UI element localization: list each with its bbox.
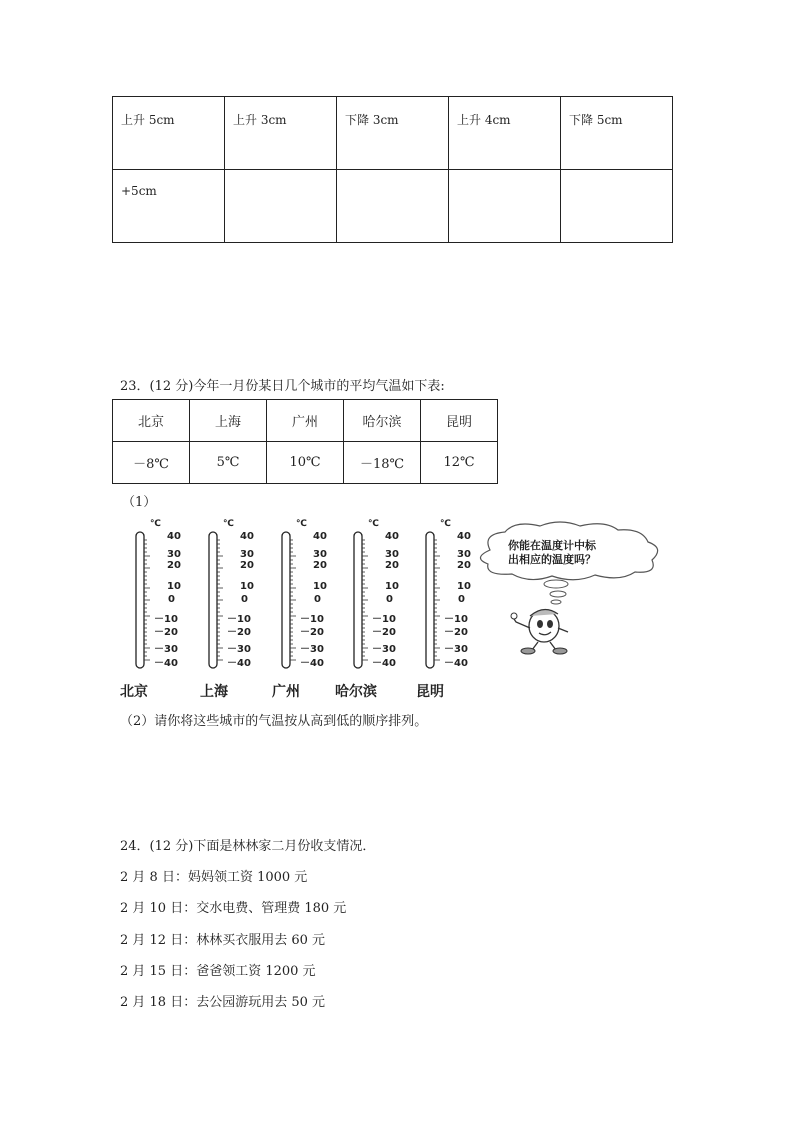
tick-label: 10	[240, 581, 254, 592]
temp-cell: 5℃	[190, 442, 267, 484]
temp-cell: －18℃	[344, 442, 421, 484]
tick-label: －10	[154, 614, 178, 625]
tick-label: －10	[444, 614, 468, 625]
tick-label: 0	[241, 594, 248, 605]
tick-label: －30	[372, 644, 396, 655]
city-label: 北京	[120, 684, 148, 700]
temp-cell: －8℃	[113, 442, 190, 484]
table-cell: +5cm	[113, 170, 225, 243]
q24-item: 2 月 12 日：林林买衣服用去 60 元	[120, 933, 326, 948]
tick-label: －40	[300, 658, 324, 669]
tick-label: 40	[240, 531, 254, 542]
bubble-text-1: 你能在温度计中标	[508, 539, 596, 552]
tick-label: 20	[240, 560, 254, 571]
tick-label: 40	[167, 531, 181, 542]
table-cell: 上升 4cm	[449, 97, 561, 170]
tick-label: 20	[313, 560, 327, 571]
tick-label: －20	[154, 627, 178, 638]
tick-label: －40	[227, 658, 251, 669]
city-cell: 昆明	[421, 400, 498, 442]
bubble-text-2: 出相应的温度吗？	[508, 553, 596, 566]
city-cell: 哈尔滨	[344, 400, 421, 442]
temp-cell: 12℃	[421, 442, 498, 484]
tick-label: 20	[385, 560, 399, 571]
tick-label: 10	[167, 581, 181, 592]
tick-label: －30	[300, 644, 324, 655]
cartoon-character-icon	[510, 602, 580, 658]
temp-cell: 10℃	[267, 442, 344, 484]
tick-label: 0	[386, 594, 393, 605]
unit-label: ℃	[368, 519, 379, 529]
tick-label: 0	[314, 594, 321, 605]
q24-item: 2 月 10 日：交水电费、管理费 180 元	[120, 901, 347, 916]
tick-label: －30	[154, 644, 178, 655]
tick-label: 40	[313, 531, 327, 542]
unit-label: ℃	[150, 519, 161, 529]
q23-part2: （2）请你将这些城市的气温按从高到低的顺序排列。	[120, 714, 428, 729]
unit-label: ℃	[296, 519, 307, 529]
unit-label: ℃	[440, 519, 451, 529]
tick-label: －20	[372, 627, 396, 638]
table-cell: 下降 5cm	[561, 97, 673, 170]
city-cell: 广州	[267, 400, 344, 442]
tick-label: －40	[444, 658, 468, 669]
city-cell: 北京	[113, 400, 190, 442]
tick-label: 30	[385, 549, 399, 560]
tick-label: －40	[372, 658, 396, 669]
table-cell: 上升 5cm	[113, 97, 225, 170]
q24-title: 24．(12 分)下面是林林家二月份收支情况．	[120, 839, 376, 854]
tick-label: 40	[457, 531, 471, 542]
tick-label: －20	[444, 627, 468, 638]
tick-label: 30	[167, 549, 181, 560]
tick-label: 0	[458, 594, 465, 605]
tick-label: 20	[167, 560, 181, 571]
tick-label: －20	[300, 627, 324, 638]
unit-label: ℃	[223, 519, 234, 529]
tick-label: －20	[227, 627, 251, 638]
city-cell: 上海	[190, 400, 267, 442]
city-label: 上海	[200, 684, 228, 700]
q24-item: 2 月 15 日：爸爸领工资 1200 元	[120, 964, 316, 979]
tick-label: －30	[227, 644, 251, 655]
table-cell: 下降 3cm	[337, 97, 449, 170]
city-label: 哈尔滨	[335, 684, 377, 700]
tick-label: 10	[385, 581, 399, 592]
q24-item: 2 月 8 日：妈妈领工资 1000 元	[120, 870, 308, 885]
tick-label: 10	[457, 581, 471, 592]
city-label: 广州	[272, 684, 300, 700]
tick-label: －30	[444, 644, 468, 655]
q23-title: 23．(12 分)今年一月份某日几个城市的平均气温如下表:	[120, 379, 445, 394]
tick-label: 30	[240, 549, 254, 560]
q24-item: 2 月 18 日：去公园游玩用去 50 元	[120, 995, 326, 1010]
tick-label: 40	[385, 531, 399, 542]
tick-label: 30	[457, 549, 471, 560]
tick-label: －10	[227, 614, 251, 625]
tick-label: －10	[300, 614, 324, 625]
tick-label: 20	[457, 560, 471, 571]
tick-label: －10	[372, 614, 396, 625]
tick-label: 30	[313, 549, 327, 560]
tick-label: 10	[313, 581, 327, 592]
tick-label: －40	[154, 658, 178, 669]
q23-part1: （1）	[122, 495, 157, 510]
tick-label: 0	[168, 594, 175, 605]
city-label: 昆明	[416, 684, 444, 700]
table-cell: 上升 3cm	[225, 97, 337, 170]
